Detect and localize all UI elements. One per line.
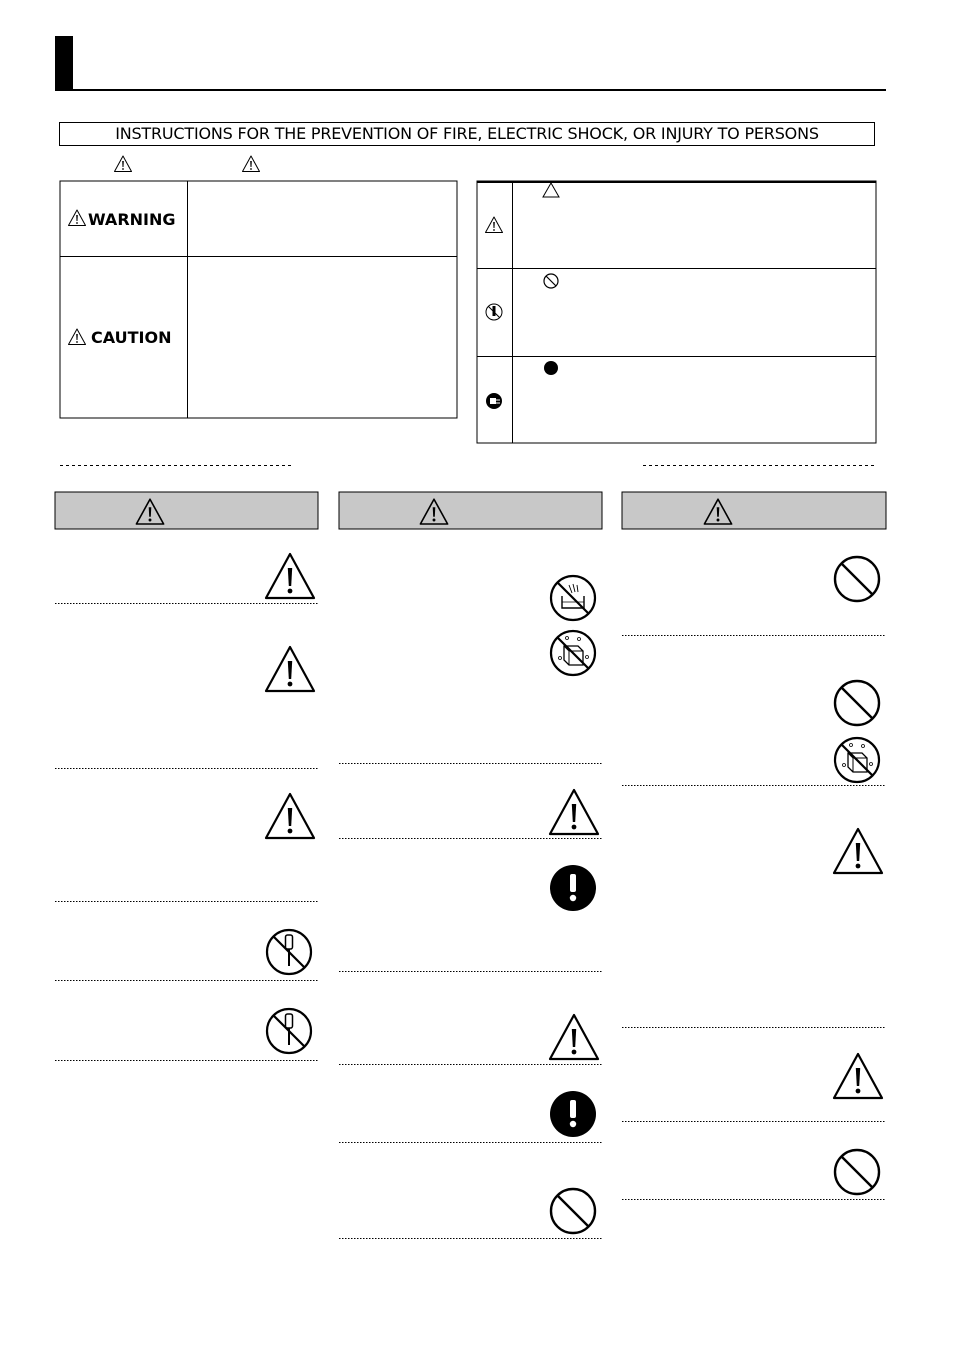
instructions-title: INSTRUCTIONS FOR THE PREVENTION OF FIRE, ELECTRIC SHOCK, OR INJURY TO PERSONS — [115, 124, 819, 143]
caution-label: CAUTION — [91, 328, 172, 347]
mandatory-action-icon — [550, 1091, 596, 1137]
key-caution-row — [486, 183, 560, 233]
unplug-icon — [486, 393, 502, 409]
caution-icon — [69, 329, 86, 345]
no-water-icon — [551, 576, 595, 620]
column-3-header — [622, 492, 886, 529]
warning-label: WARNING — [88, 210, 176, 229]
prohibited-icon — [835, 1150, 879, 1194]
key-prohibited-outline-icon — [544, 274, 558, 288]
caution-triangle-icon — [550, 790, 598, 834]
caution-triangle-icon — [266, 554, 314, 598]
column-2-header — [339, 492, 602, 529]
column-1 — [55, 554, 318, 1061]
column-3 — [622, 557, 886, 1200]
key-prohibited-row — [486, 274, 558, 320]
no-liquid-icon — [835, 738, 879, 782]
key-caution-icon — [486, 217, 503, 233]
do-not-disassemble-icon — [267, 930, 311, 974]
mandatory-action-icon — [550, 865, 596, 911]
prohibited-icon — [551, 1189, 595, 1233]
key-mandatory-row — [486, 361, 558, 409]
prohibited-icon — [835, 557, 879, 601]
do-not-disassemble-icon — [267, 1009, 311, 1053]
caution-triangle-icon — [266, 647, 314, 691]
caution-triangle-icon — [550, 1015, 598, 1059]
key-prohibited-icon — [486, 304, 502, 320]
key-caution-outline-icon — [543, 183, 559, 197]
key-mandatory-icon — [544, 361, 558, 375]
column-1-header — [55, 492, 318, 529]
intro-caution-icon-1 — [115, 156, 132, 172]
caution-triangle-icon — [834, 1054, 882, 1098]
prohibited-icon — [835, 681, 879, 725]
intro-caution-icon-2 — [243, 156, 260, 172]
no-liquid-icon — [551, 631, 595, 675]
caution-triangle-icon — [266, 794, 314, 838]
warning-icon — [69, 210, 86, 226]
caution-triangle-icon — [834, 829, 882, 873]
symbol-key-table — [477, 181, 876, 443]
signal-word-table — [60, 181, 457, 418]
column-2 — [339, 576, 602, 1239]
